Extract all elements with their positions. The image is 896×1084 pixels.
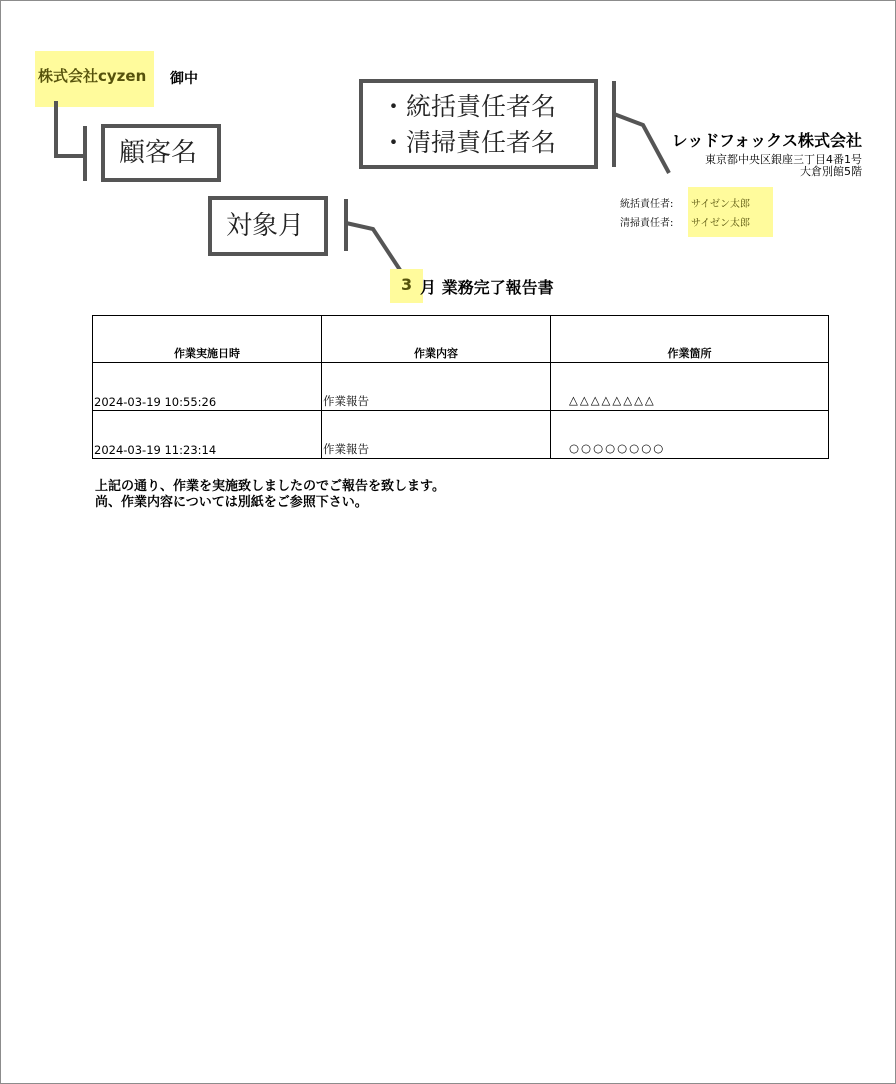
- work-report-table: [92, 315, 829, 459]
- column-header: 作業実施日時: [93, 316, 322, 363]
- report-month: 3: [401, 275, 413, 294]
- work-datetime-cell: 2024-03-19 11:23:14: [93, 411, 322, 459]
- closing-line2: 尚、作業内容については別紙をご参照下さい。: [95, 495, 368, 510]
- manager-label: 統括責任者:: [620, 199, 674, 210]
- manager-connector: [614, 114, 669, 173]
- customer-connector: [56, 101, 85, 179]
- callout-manager-line1: ・統括責任者名: [381, 92, 557, 121]
- work-datetime-cell: 2024-03-19 10:55:26: [93, 363, 322, 411]
- table-header-row: [93, 316, 829, 363]
- report-title: 月 業務完了報告書: [420, 278, 554, 297]
- work-location-cell: ○○○○○○○○: [551, 411, 829, 459]
- column-header: 作業内容: [322, 316, 551, 363]
- recipient-company: 株式会社cyzen: [35, 51, 154, 107]
- work-location-cell: △△△△△△△△: [551, 363, 829, 411]
- column-header: 作業箇所: [551, 316, 829, 363]
- manager-name: サイゼン太郎: [691, 199, 750, 210]
- issuer-address-line1: 東京都中央区銀座三丁目4番1号: [705, 153, 862, 166]
- manager-names-highlight: [688, 187, 773, 237]
- callout-manager-line2: ・清掃責任者名: [381, 128, 557, 157]
- closing-line1: 上記の通り、作業を実施致しましたのでご報告を致します。: [95, 479, 445, 494]
- manager-name: サイゼン太郎: [691, 218, 750, 229]
- manager-label: 清掃責任者:: [620, 218, 674, 229]
- callout-customer-name: 顧客名: [101, 124, 221, 182]
- recipient-honorific: 御中: [170, 71, 198, 87]
- callout-target-month: 対象月: [208, 196, 328, 256]
- issuer-address-line2: 大倉別館5階: [800, 165, 862, 178]
- issuer-company-name: レッドフォックス株式会社: [671, 131, 862, 150]
- table-row: [93, 363, 829, 411]
- work-content-cell: 作業報告: [322, 411, 551, 459]
- table-row: [93, 411, 829, 459]
- callout-managers: [359, 79, 598, 169]
- work-content-cell: 作業報告: [322, 363, 551, 411]
- closing-statement: [95, 479, 445, 511]
